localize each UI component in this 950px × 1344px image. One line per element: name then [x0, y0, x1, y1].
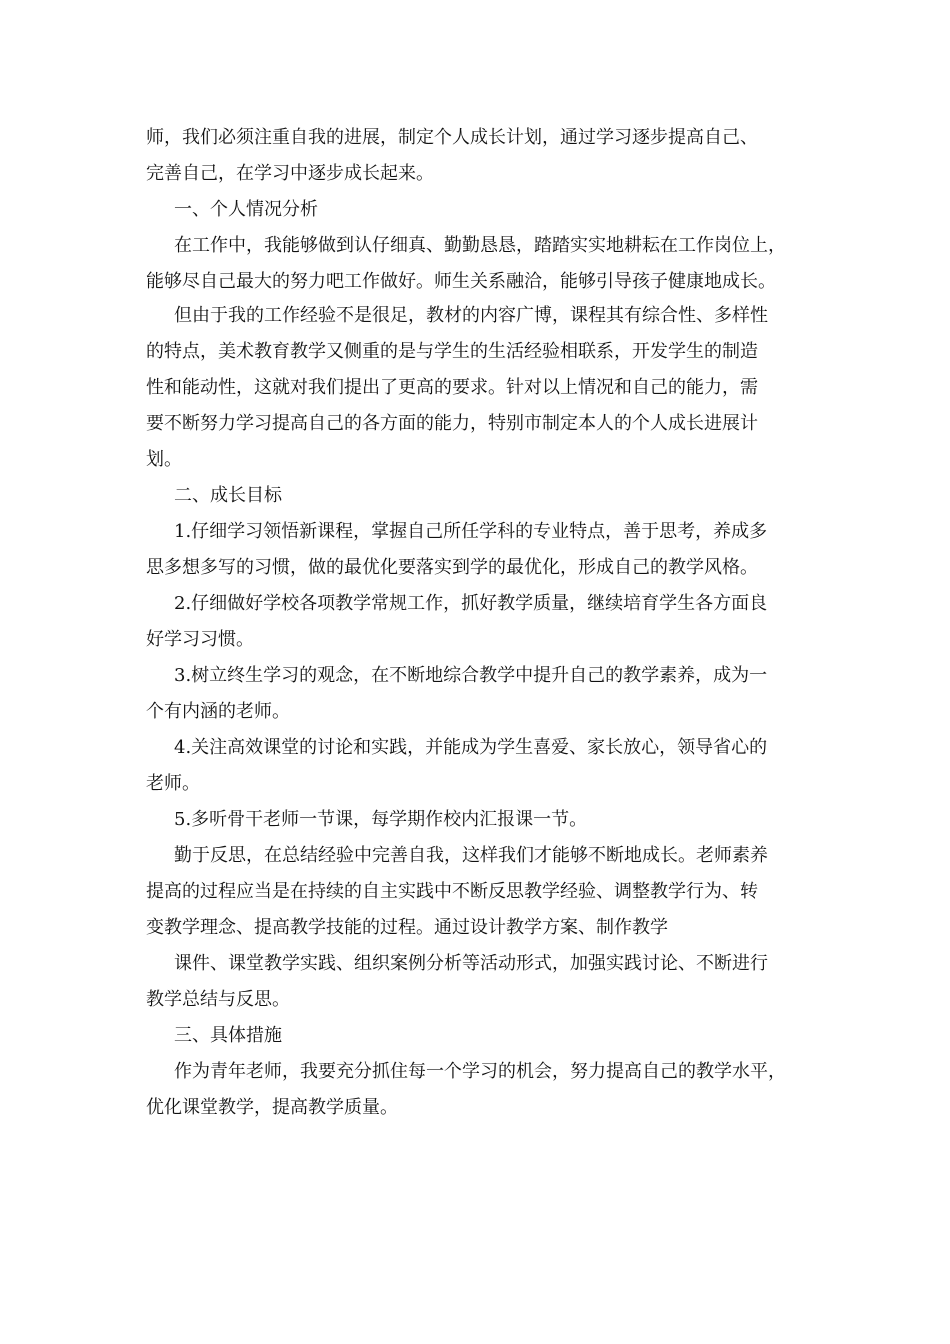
text-line: 要不断努力学习提高自己的各方面的能力，特别市制定本人的个人成长进展计 [146, 413, 758, 434]
text-line: 作为青年老师，我要充分抓住每一个学习的机会，努力提高自己的教学水平， [174, 1061, 786, 1082]
section-heading: 二、成长目标 [174, 485, 282, 506]
text-line: 在工作中，我能够做到认仔细真、勤勤恳恳，踏踏实实地耕耘在工作岗位上， [174, 235, 786, 256]
section-heading: 三、具体措施 [174, 1025, 282, 1046]
text-line: 教学总结与反思。 [146, 989, 290, 1010]
text-line: 4.关注高效课堂的讨论和实践，并能成为学生喜爱、家长放心，领导省心的 [174, 737, 768, 758]
text-line: 课件、课堂教学实践、组织案例分析等活动形式，加强实践讨论、不断进行 [174, 953, 768, 974]
text-line: 完善自己，在学习中逐步成长起来。 [146, 163, 434, 184]
text-line: 1.仔细学习领悟新课程，掌握自己所任学科的专业特点，善于思考，养成多 [174, 521, 768, 542]
text-line: 勤于反思，在总结经验中完善自我，这样我们才能够不断地成长。老师素养 [174, 845, 768, 866]
text-line: 划。 [146, 449, 182, 470]
text-line: 能够尽自己最大的努力吧工作做好。师生关系融洽，能够引导孩子健康地成长。 [146, 271, 776, 292]
text-line: 好学习习惯。 [146, 629, 254, 650]
text-line: 变教学理念、提高教学技能的过程。通过设计教学方案、制作教学 [146, 917, 668, 938]
text-line: 5.多听骨干老师一节课，每学期作校内汇报课一节。 [174, 809, 588, 830]
text-line: 师，我们必须注重自我的进展，制定个人成长计划，通过学习逐步提高自己、 [146, 127, 758, 148]
section-heading: 一、个人情况分析 [174, 199, 318, 220]
text-line: 提高的过程应当是在持续的自主实践中不断反思教学经验、调整教学行为、转 [146, 881, 758, 902]
text-line: 2.仔细做好学校各项教学常规工作，抓好教学质量，继续培育学生各方面良 [174, 593, 768, 614]
text-line: 优化课堂教学，提高教学质量。 [146, 1097, 398, 1118]
text-line: 的特点，美术教育教学又侧重的是与学生的生活经验相联系，开发学生的制造 [146, 341, 758, 362]
text-line: 但由于我的工作经验不是很足，教材的内容广博，课程其有综合性、多样性 [174, 305, 768, 326]
text-line: 性和能动性，这就对我们提出了更高的要求。针对以上情况和自己的能力，需 [146, 377, 758, 398]
text-line: 老师。 [146, 773, 200, 794]
text-line: 3.树立终生学习的观念，在不断地综合教学中提升自己的教学素养，成为一 [174, 665, 768, 686]
text-line: 思多想多写的习惯，做的最优化要落实到学的最优化，形成自己的教学风格。 [146, 557, 758, 578]
text-line: 个有内涵的老师。 [146, 701, 290, 722]
